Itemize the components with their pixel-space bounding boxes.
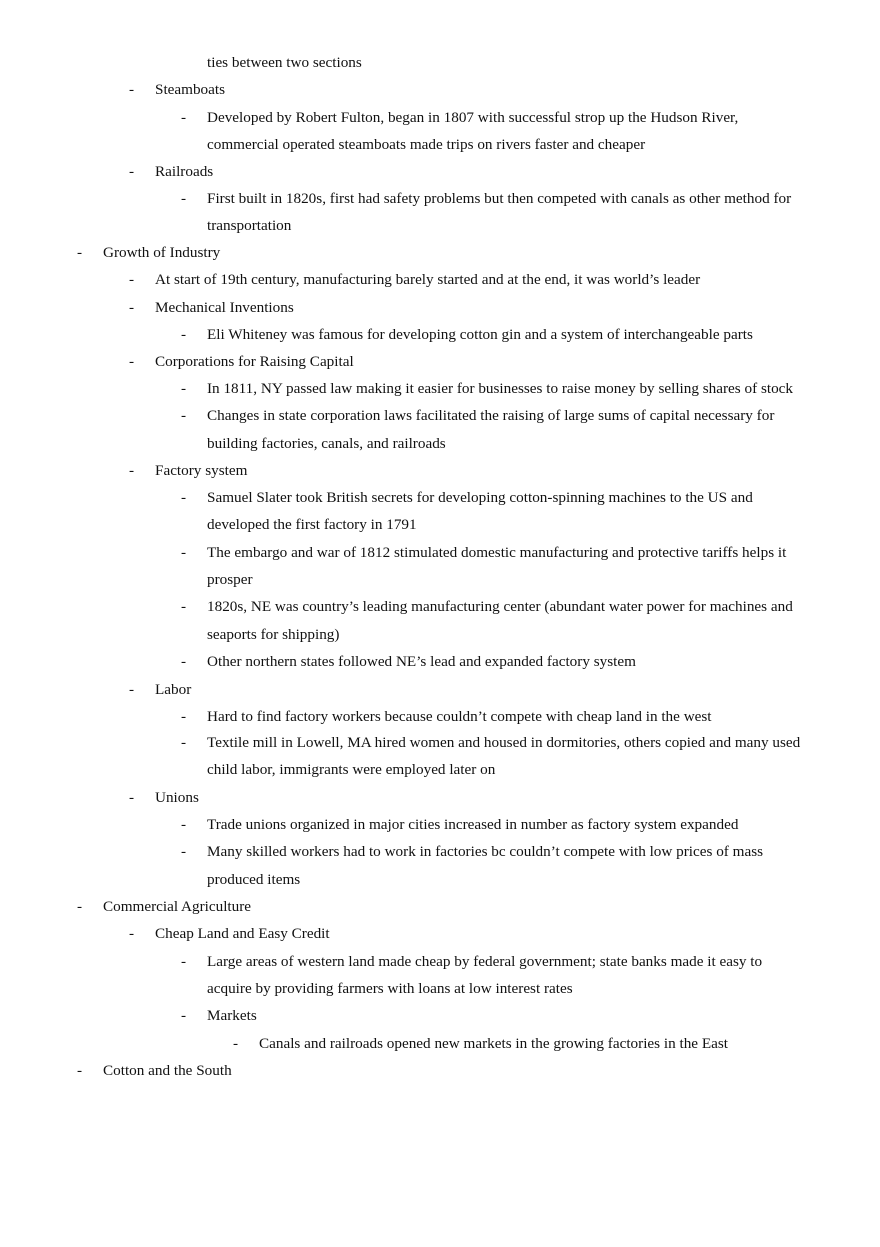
bullet-dash: -: [181, 1007, 187, 1024]
item-text: Factory system: [155, 462, 248, 479]
item-text: developed the first factory in 1791: [207, 516, 417, 533]
item-text: Labor: [155, 681, 192, 698]
item-text: Cotton and the South: [103, 1062, 232, 1079]
item-text: At start of 19th century, manufacturing barely started and at the end, it was world’s leader: [155, 271, 701, 288]
bullet-dash: -: [181, 407, 187, 424]
bullet-dash: -: [181, 653, 187, 670]
item-text: Growth of Industry: [103, 244, 221, 261]
item-text: produced items: [207, 871, 301, 888]
item-text: commercial operated steamboats made trips on rivers faster and cheaper: [207, 136, 646, 153]
bullet-dash: -: [129, 789, 135, 806]
item-text: acquire by providing farmers with loans at low interest rates: [207, 980, 573, 997]
item-text: Hard to find factory workers because couldn’t compete with cheap land in the west: [207, 708, 712, 725]
bullet-dash: -: [181, 326, 187, 343]
bullet-dash: -: [129, 462, 135, 479]
item-text: Railroads: [155, 163, 214, 180]
item-text: 1820s, NE was country’s leading manufacturing center (abundant water power for machines and: [207, 598, 793, 615]
bullet-dash: -: [129, 163, 135, 180]
item-text: Developed by Robert Fulton, began in 1807 with successful strop up the Hudson River,: [207, 109, 739, 126]
item-text: Corporations for Raising Capital: [155, 353, 354, 370]
item-text: Trade unions organized in major cities increased in number as factory system expanded: [207, 816, 739, 833]
item-text: Markets: [207, 1007, 257, 1024]
bullet-dash: -: [129, 299, 135, 316]
item-text: transportation: [207, 217, 292, 234]
item-text: The embargo and war of 1812 stimulated domestic manufacturing and protective tariffs helps it: [207, 544, 787, 561]
bullet-dash: -: [181, 734, 187, 751]
item-text: Eli Whiteney was famous for developing cotton gin and a system of interchangeable parts: [207, 326, 753, 343]
bullet-dash: -: [181, 109, 187, 126]
item-text: Textile mill in Lowell, MA hired women and housed in dormitories, others copied and many used: [207, 734, 801, 751]
item-text: seaports for shipping): [207, 626, 340, 643]
item-text: Steamboats: [155, 81, 226, 98]
bullet-dash: -: [77, 244, 83, 261]
item-text: Samuel Slater took British secrets for developing cotton-spinning machines to the US and: [207, 489, 753, 506]
bullet-dash: -: [77, 1062, 83, 1079]
item-text: Changes in state corporation laws facilitated the raising of large sums of capital necessary for: [207, 407, 775, 424]
item-text: First built in 1820s, first had safety problems but then competed with canals as other method for: [207, 190, 792, 207]
bullet-dash: -: [77, 898, 83, 915]
item-text: Large areas of western land made cheap by federal government; state banks made it easy to: [207, 953, 763, 970]
bullet-dash: -: [181, 598, 187, 615]
item-text: ties between two sections: [207, 54, 362, 71]
bullet-dash: -: [129, 271, 135, 288]
bullet-dash: -: [181, 380, 187, 397]
item-text: Other northern states followed NE’s lead and expanded factory system: [207, 653, 636, 670]
bullet-dash: -: [181, 708, 187, 725]
item-text: Mechanical Inventions: [155, 299, 294, 316]
bullet-dash: -: [129, 353, 135, 370]
item-text: building factories, canals, and railroads: [207, 435, 446, 452]
item-text: prosper: [207, 571, 253, 588]
item-text: In 1811, NY passed law making it easier for businesses to raise money by selling shares of stock: [207, 380, 794, 397]
bullet-dash: -: [129, 81, 135, 98]
bullet-dash: -: [233, 1035, 239, 1052]
bullet-dash: -: [129, 681, 135, 698]
bullet-dash: -: [181, 843, 187, 860]
bullet-dash: -: [181, 544, 187, 561]
bullet-dash: -: [129, 925, 135, 942]
bullet-dash: -: [181, 190, 187, 207]
item-text: Cheap Land and Easy Credit: [155, 925, 330, 942]
bullet-dash: -: [181, 953, 187, 970]
item-text: Many skilled workers had to work in factories bc couldn’t compete with low prices of mass: [207, 843, 764, 860]
item-text: Canals and railroads opened new markets in the growing factories in the East: [259, 1035, 728, 1052]
item-text: Commercial Agriculture: [103, 898, 252, 915]
item-text: Unions: [155, 789, 199, 806]
bullet-dash: -: [181, 816, 187, 833]
item-text: child labor, immigrants were employed later on: [207, 761, 496, 778]
bullet-dash: -: [181, 489, 187, 506]
